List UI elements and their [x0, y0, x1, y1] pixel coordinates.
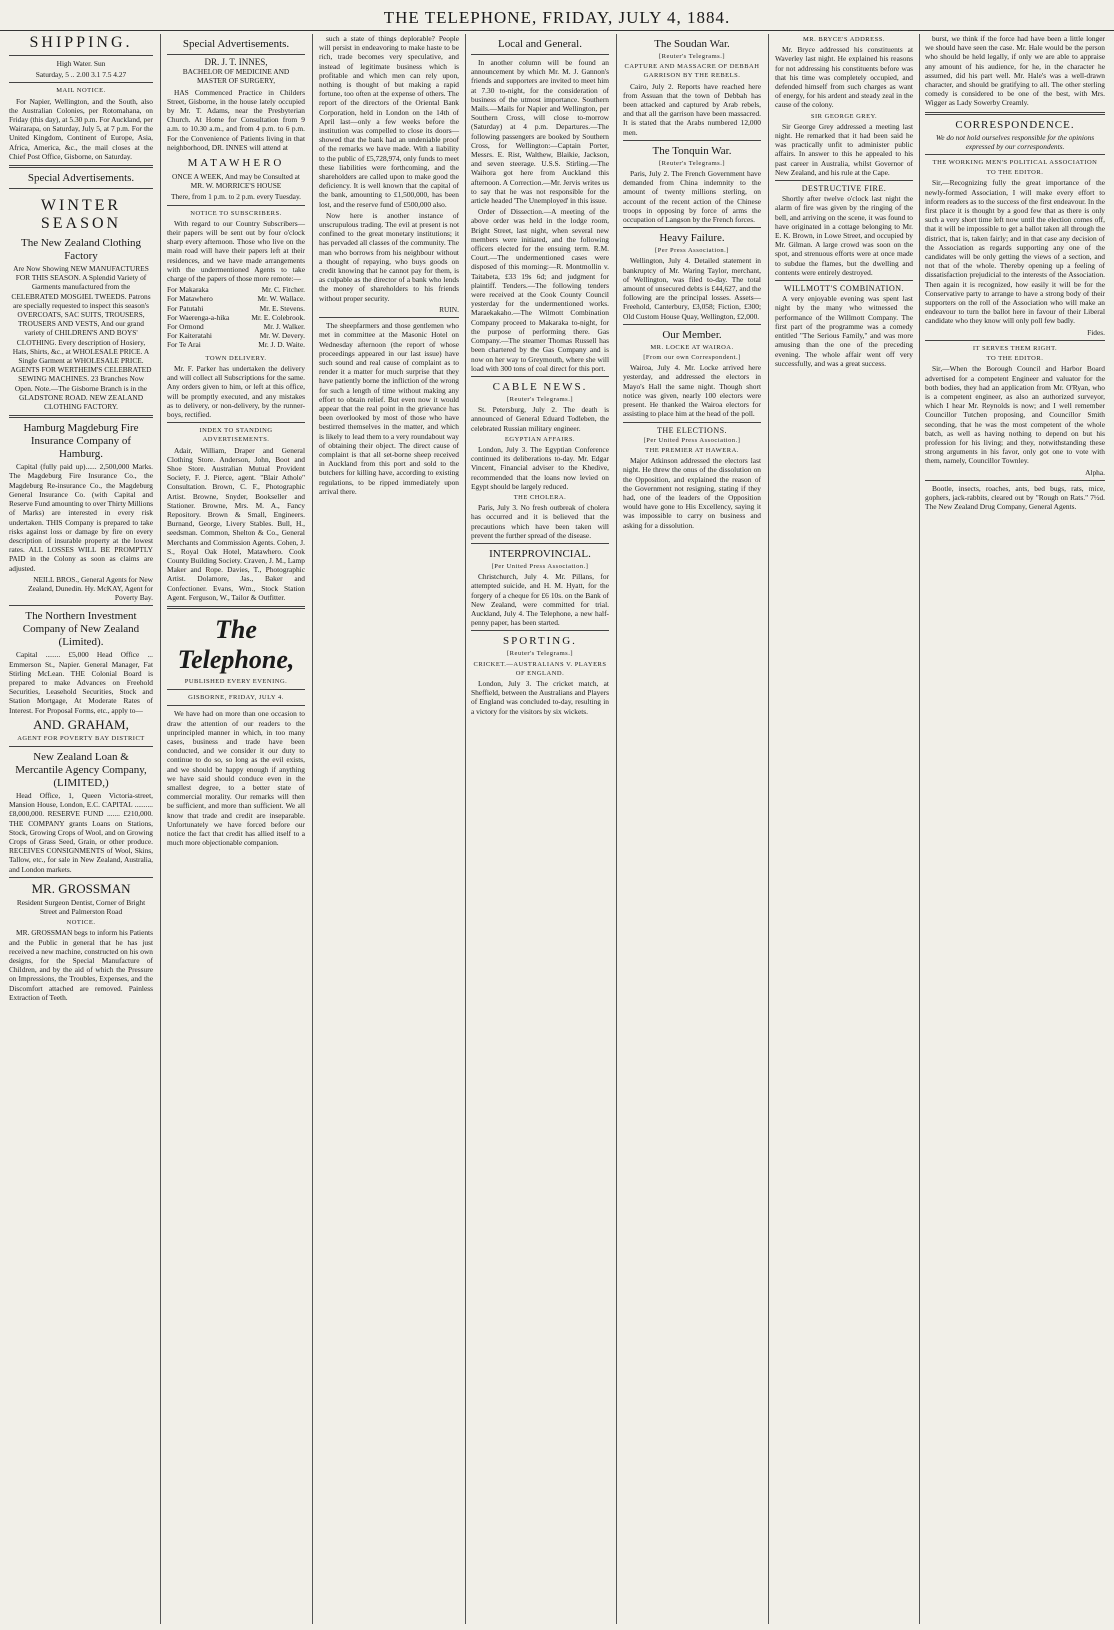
column-1	[4, 34, 158, 1624]
innes-title: DR. J. T. INNES,	[204, 57, 268, 67]
mail-title: MAIL NOTICE.	[56, 87, 106, 95]
masthead: THE TELEPHONE, FRIDAY, JULY 4, 1884.	[0, 6, 1114, 31]
index-title: INDEX TO STANDING ADVERTISEMENTS.	[199, 427, 273, 444]
grey-text: Sir George Grey addressed a meeting last night. He remarked that it had been said he was practically unfit to administer public affairs. In answer to this he appealed to his past career in Australia, whilst Governor of New Zealand, and his rule at the Cape.	[775, 121, 913, 177]
editorial-cont-mid: Now here is another instance of unscrupulous trading. The evil at present is not confined to the great monetary institutions; it has pervaded all classes of the community. The man who borrows from his neighbour without a thought of repaying, who buys goods on credit knowing that he cannot pay for them, is as culpable as the director of a bank who lends the money of shareholders to his friends without proper security.	[319, 210, 459, 303]
wpa-title: THE WORKING MEN'S POLITICAL ASSOCIATION	[932, 159, 1098, 167]
tonquin-text: Paris, July 2. The French Government have demanded from China indemnity to the amount of twenty millions sterling, on account of the recent action of the Chinese troops in opposing by force of arms the occupation of Langson by the French forces.	[623, 169, 761, 225]
editorial-text: We have had on more than one occasion to draw the attention of our readers to the unprincipled manner in which, in too many cases, business and trade have been conducted, and we consider it our duty to continue to do so, so long as the evil exists, and we should be happy enough if anything we have said should conduce even in the smallest degree, to a better state of commercial morality. Our remarks will then be sufficient, and more than sufficient. We all know that trade and credit are inseparable. Unfortunately we have forced before our notice the fact that credit has allied itself to a much more objectionable companion.	[167, 709, 305, 848]
hamburg-body: Capital (fully paid up)...... 2,500,000 Marks. The Magdeburg Fire Insurance Co., the Magdeburg Re-insurance Co., the Magdeburg General Insurance Co. (with Capital and Reserve Fund amounting to over Thirty Millions of Marks) are interested in every risk undertaken. THIS Company is prepared to take risks against loss or damage by fire on every description of insurable property at the lowest rates. ALL LOSSES WILL BE PROMPTLY PAID in the Colony as soon as claims are adjusted.	[9, 462, 153, 573]
tide-header: High Water. Sun	[56, 59, 106, 68]
willmott-text: A very enjoyable evening was spent last night by the many who witnessed the performance of the Willmott Company. The first part of the programme was a comedy entitled "The Serious Family," and was more amusing than the one of the preceding evening. The whole affair went off very successfully, and was a great success.	[775, 294, 913, 368]
egypt-title: EGYPTIAN AFFAIRS.	[504, 435, 576, 443]
elections-title: THE ELECTIONS.	[656, 425, 728, 435]
paper-sub: PUBLISHED EVERY EVENING.	[184, 677, 288, 685]
column-3	[314, 34, 464, 1624]
serves-to: TO THE EDITOR.	[986, 355, 1044, 363]
northern-body: Capital ........ £5,000 Head Office ... Emmerson St., Napier. General Manager, Fat Stirling McLean. THE Colonial Board is prepared to make Advances on Freehold Securities, Leasehold Securities, Stock and Station Mortgage, At Moderate Rates of Interest. For Proposal Forms, etc., apply to—	[9, 650, 153, 715]
cholera-title: THE CHOLERA.	[513, 493, 567, 501]
soudan-head: CAPTURE AND MASSACRE OF DEBBAH GARRISON BY THE REBELS.	[624, 63, 760, 80]
fire-title: DESTRUCTIVE FIRE.	[801, 184, 887, 194]
serves-text: Sir,—When the Borough Council and Harbor Board advertised for a competent Engineer and valuator for the both bodies, they had an application from Mr. O'Ryan, who is a competent engineer, as also an authorized surveyor, which I hear Mr. Reynolds is now; and I well remember Councillor Tutchen proposing, and Councillor Smith seconding, that he was the most competent of the whole batch, as well as having nothing to depend on but his profession for his living; and they, notwithstanding these strong arguments in his favor, only got one to vote with them, namely, Councillor Townley.	[925, 364, 1105, 466]
cable-text: St. Petersburg, July 2. The death is announced of General Eduard Todleben, the celebrated Russian military engineer.	[471, 405, 609, 433]
paper-title: The Telephone,	[177, 614, 295, 674]
matawhero-time: There, from 1 p.m. to 2 p.m. every Tuesday.	[170, 192, 302, 202]
nzcf-body: Are Now Showing NEW MANUFACTURES FOR THIS SEASON. A Splendid Variety of Garments manufactured from the CELEBRATED MOSGIEL TWEEDS. Patrons are specially requested to inspect this season's OVERCOATS, SAC SUITS, TROUSERS, TROUSERS AND VESTS, And our grand variety of CHILDREN'S AND BOYS' CLOTHING. Every description of Hosiery, Hats, Shirts, &c., at WHOLESALE PRICE. A Single Garment at WHOLESALE PRICE. AGENTS FOR WERTHEIM'S CELEBRATED SEWING MACHINES. 23 Branches Now Open. Note.—The Gisborne Branch is in the GLADSTONE ROAD. NEW ZEALAND CLOTHING FACTORY.	[10, 264, 152, 412]
nzloan-body: Head Office, 1, Queen Victoria-street, Mansion House, London, E.C. CAPITAL .......... £8,000,000. RESERVE FUND ....... £210,000. THE COMPANY grants Loans on Stations, Stock, Growing Crops of Wool, and on Growing Crops of Grass Seed, Grain, or other produce. RECEIVES CONSIGNMENTS of Wool, Skins, Tallow, etc., for sale in New Zealand, Australia, and London markets.	[9, 790, 153, 874]
footer-text: Bootle, insects, roaches, ants, bed bugs, rats, mice, gophers, jack-rabbits, cleared out by "Rough on Rats." 7½d. The New Zealand Drug Company, General Agents.	[925, 483, 1105, 512]
serves-title: IT SERVES THEM RIGHT.	[972, 344, 1058, 352]
soudan-text: Cairo, July 2. Reports have reached here from Assuan that the town of Debbah has been attacked and captured by Arab rebels, and that all the garrison have been massacred. It is stated that the Arabs numbered 12,000 men.	[623, 81, 761, 137]
shipping-title: SHIPPING.	[29, 34, 133, 51]
serves-sign: Alpha.	[1085, 467, 1105, 477]
northern-title: The Northern Investment Company of New Zealand (Limited).	[22, 610, 140, 649]
matawhero: MATAWHERO	[187, 157, 285, 170]
column-2	[162, 34, 310, 1624]
index-body: Adair, William, Draper and General Clothing Store. Anderson, John, Boot and Shoe Store. Australian Mutual Provident Society, F. J. Pierce, agent. "Blair Athole" Consultation. Brown, C. F., Photographic Artist. Browne, Snyder, Bookseller and Stationer. Browne, Mrs. M. A., Fancy Repository. Brown & Small, Engineers. Burnand, George, Livery Stables. Bull, H., seedsman. Common, Shelton & Co., General Merchants and Commission Agents. Cohen, J. S., Royal Oak Hotel, Matawhero. Cook County Building Society. Craven, J. M., Lamp Maker and Rope. Davies, T., Photographic Artist. Dolamore, Jas., Baker and Confectioner. Evans, Wm., Stock Station Agent. Ferguson, W., Tailor & Outfitter.	[167, 445, 305, 602]
local-text: In another column will be found an announcement by which Mr. M. J. Gannon's friends and supporters are invited to meet him at 7.30 to-night, for the consideration of business of the utmost importance. Southern Mails.—Mails for Napier and Wellington, per Southern Cross, will close to-morrow (Saturday) at 4 p.m. Departures.—The following passengers are booked by Southern Cross, for Wellington:—Captain Porter, Messrs. E. Rist, Walthew, Blaikie, Jackson, and seven steerage. U.S.S. Stirling.—The Waihora got here from Auckland this afternoon. A Correction.—Mr. Jervis writes us to say that he was not responsible for the article headed 'The Unemployed' in this issue.	[471, 58, 609, 206]
member-head: MR. LOCKE AT WAIROA.	[650, 343, 734, 351]
agent-row: For Kaiteratahi Mr. W. Devery.	[167, 331, 305, 341]
premier-text: Major Atkinson addressed the electors last night. He threw the onus of the dissolution on the Opposition, and explained the reason of the Government not resigning, stating if they had, one of the leaders of the Opposition would have gone to His Excellency, saying it was impossible to carry on business and asking for a dissolution.	[623, 456, 761, 530]
hamburg-title: Hamburg Magdeburg Fire Insurance Company of Hamburg.	[23, 422, 139, 461]
editorial-cont-top: such a state of things deplorable? People will persist in endeavoring to make haste to be rich, trade becomes very speculative, and instead of legitimate business which is profitable and which men can rely upon, nothing is thought of but making a rapid fortune, too often at the expense of others. The report of the directors of the Oriental Bank Corporation, held in London on the 14th of April last—only a few weeks before the institution was compelled to close its doors—showed that the bank had an undeniable proof of the remarks we have made. With a liability to the public of £5,728,974, only funds to meet these liabilities were forthcoming, and the shareholders are called upon to make good the deficiency. It is well known that the capital of the bank, amounting to £1,500,000, has been lost, and the reserve fund of £500,000 also.	[319, 34, 459, 209]
winter-season: WINTER SEASON	[40, 197, 122, 233]
sport-text: London, July 3. The cricket match, at Sheffield, between the Australians and Players of England was concluded to-day, resulting in a victory for the visitors by six wickets.	[471, 678, 609, 716]
graham-sub: AGENT FOR POVERTY BAY DISTRICT	[17, 734, 145, 742]
column-5	[618, 34, 766, 1624]
tonquin-title: The Tonquin War.	[652, 144, 732, 157]
elections-sub: [Per United Press Association.]	[643, 436, 741, 444]
notice-subs-body: With regard to our Country Subscribers—their papers will be sent out by four o'clock sharp every afternoon. Those who live on the main road will have their papers left at their residences, and we have made arrangements with the undermentioned Agents to take charge of the papers of those more remote:—	[167, 218, 305, 284]
paper-date: GISBORNE, FRIDAY, JULY 4.	[188, 694, 284, 702]
cable-sub: [Reuter's Telegrams.]	[507, 395, 573, 403]
inter-sub: [Per United Press Association.]	[491, 562, 589, 570]
sport-sub: [Reuter's Telegrams.]	[507, 650, 573, 658]
agent-row: For Patutahi Mr. E. Stevens.	[167, 303, 305, 313]
hamburg-agent: NEILL BROS., General Agents for New Zealand, Dunedin. Hy. McKAY, Agent for Poverty Bay.	[28, 574, 153, 603]
corr-note: We do not hold ourselves responsible for the opinions expressed by our correspondents.	[935, 132, 1095, 151]
inter-text: Christchurch, July 4. Mr. Pillans, for attempted suicide, and H. M. Hyatt, for the forgery of a cheque for £6 10s. on the Bank of New Zealand, were committed for trial. Auckland, July 4. The Telephone, a new half-penny paper, has been started.	[471, 572, 609, 628]
soudan-sub: [Reuter's Telegrams.]	[659, 53, 725, 60]
fire-text: Shortly after twelve o'clock last night the alarm of fire was given by the ringing of the bell, and arriving on the scene, it was found to have originated in a cottage belonging to Mr. E. K. Brown, in Lowe Street, and occupied by Mr. Gilman. A large crowd was soon on the spot, and strenuous efforts were at once made to subdue the flames, but the dwelling and contents were entirely destroyed.	[775, 194, 913, 277]
column-6	[770, 34, 918, 1624]
town-delivery-title: TOWN DELIVERY.	[205, 354, 267, 362]
soudan-title: The Soudan War.	[654, 38, 730, 50]
graham-name: AND. GRAHAM,	[33, 716, 129, 732]
ruin-sign: RUIN.	[439, 304, 459, 314]
sport-title: SPORTING.	[503, 635, 577, 648]
special-ads-title: Special Advertisements.	[27, 172, 135, 185]
town-delivery-body: Mr. F. Parker has undertaken the delivery and will collect all Subscriptions for the same. Any orders given to him, or left at this office, will be promptly executed, and any mistakes as to delivery, or non-delivery, by the runner-boys, rectified.	[167, 363, 305, 419]
sport-head: CRICKET.—AUSTRALIANS V. PLAYERS OF ENGLAND.	[473, 660, 607, 677]
grossman-notice: NOTICE.	[66, 919, 96, 927]
failure-sub: [Per Press Association.]	[655, 247, 729, 255]
member-text: Wairoa, July 4. Mr. Locke arrived here yesterday, and addressed the electors in Mayo's Hall the same night. Though short notice was given, nearly 100 electors were present. He thanked the Wairoa electors for assisting to place him at the head of the poll.	[623, 363, 761, 419]
local-text-2: Order of Dissection.—A meeting of the above order was held in the lodge room, Bright Street, last night, when several new members were initiated, and the following officers elected for the ensuing term. R.M. Court.—The undermentioned cases were disposed of this morning:—R. Montmollin v. Taitabeta, £33 19s 6d; and judgment for plaintiff. Tenders.—The following tenders were received at the Cook County Council yesterday for the undermentioned works. Maraekakaho.—The Wilmott Combination Company proceed to Makaraka to-night, for the purpose of performing there. Gas Company.—The steamer Thomas Russell has been chartered by the Gas Company and is now on her way to Greymouth, where she will load with 300 tons of coal direct for this port.	[471, 207, 609, 373]
agent-row: For Waerenga-a-hika Mr. E. Colebrook.	[167, 312, 305, 322]
cable-title: CABLE NEWS.	[492, 380, 588, 393]
local-title: Local and General.	[498, 38, 582, 50]
agent-row: For Matawhero Mr. W. Wallace.	[167, 294, 305, 304]
agent-row: For Te Arai Mr. J. D. Waite.	[167, 340, 305, 350]
agent-row: For Makaraka Mr. C. Fitcher.	[167, 285, 305, 295]
special-ads-title-2: Special Advertisements.	[182, 38, 290, 50]
grossman-body: MR. GROSSMAN begs to inform his Patients and the Public in general that he has just received a new machine, constructed on his own designs, for the Special Manufacture of Children, and by the aid of which the Pressure on Impressions, the Troubles, Expenses, and the Discomfort attached are removed. Painless Extraction of Teeth.	[9, 928, 153, 1002]
cholera-text: Paris, July 3. No fresh outbreak of cholera has occurred and it is believed that the precautions which have been taken will prevent the further spread of the disease.	[471, 503, 609, 540]
wpa-text: Sir,—Recognizing fully the great importance of the newly-formed Association, I will make every effort to inform readers as to the success of the first endeavour. In the first place it is thought by a good few that as there is only such a very short time left now until the election comes off, that it will be impossible to get a ballot taken all through the district, that is, taken fairly; and in that case any decision of the Association as regards supporting any one of the candidates will be only getting the views of a section, and not that of the whole. Thereby opening up a feeling of dissatisfaction prejudicial to the interests of the Association. Then again it is recognized, how easily it will be for the Conservative party to arrange to have a strong body of their supporters on the roll of the Association who will make an endeavour to turn the ballot here in favour of their Liberal candidate who they know will only poll few badly.	[925, 178, 1105, 326]
bryce-text: Mr. Bryce addressed his constituents at Waverley last night. He explained his reasons for not addressing his constituents before was that his time was completely occupied, and defended himself from such charges as want of energy, for his ardent and steady zeal in the cause of the colony.	[775, 45, 913, 110]
nzloan-title: New Zealand Loan & Mercantile Agency Company, (LIMITED,)	[15, 750, 147, 789]
grey-head: SIR GEORGE GREY.	[810, 112, 878, 120]
tonquin-sub: [Reuter's Telegrams.]	[659, 159, 725, 167]
inter-title: INTERPROVINCIAL.	[489, 547, 591, 560]
mail-text: For Napier, Wellington, and the South, also the Australian Colonies, per Rotomahana, on Friday (this day), at 5.30 p.m. For Auckland, per Wairarapa, on Saturday, July 5, at 7 p.m. For the United Kingdom, Continent of Europe, Asia, Africa, America, &c., the mail closes at the Chief Post Office, Gisborne, on Saturday.	[9, 96, 153, 161]
agent-row: For Ormond Mr. J. Walker.	[167, 322, 305, 332]
wpa-to: TO THE EDITOR.	[986, 169, 1044, 177]
member-sub: [From our own Correspondent.]	[643, 354, 741, 362]
nzcf-title: The New Zealand Clothing Factory	[20, 237, 142, 263]
innes-sub: BACHELOR OF MEDICINE AND MASTER OF SURGERY,	[182, 67, 290, 86]
grossman-title: MR. GROSSMAN	[31, 880, 131, 896]
innes-body: HAS Commenced Practice in Childers Street, Gisborne, in the house lately occupied by Mr. T. Adams, near the Presbyterian Church. At Home for Consultation from 9 a.m. to 10.30 a.m., and from 4 p.m. to 6 p.m. For the Convenience of Patients living in that neighborhood, DR. INNES will attend at	[167, 87, 305, 152]
grossman-sub: Resident Surgeon Dentist, Corner of Bright Street and Palmerston Road	[16, 897, 146, 916]
corr-title: CORRESPONDENCE.	[955, 118, 1075, 131]
member-title: Our Member.	[662, 328, 722, 341]
bryce-head: MR. BRYCE'S ADDRESS.	[803, 36, 885, 43]
notice-subs-title: NOTICE TO SUBSCRIBERS.	[190, 209, 282, 217]
egypt-text: London, July 3. The Egyptian Conference continued its deliberations to-day. Mr. Edgar Vincent, Financial adviser to the Khedive, recommended that the loans now levied on Egypt should be largely reduced.	[471, 444, 609, 491]
willmott-title: WILLMOTT'S COMBINATION.	[783, 284, 905, 294]
column-4	[466, 34, 614, 1624]
failure-title: Heavy Failure.	[659, 232, 725, 245]
premier-head: THE PREMIER AT HAWERA.	[645, 446, 739, 454]
willmott-cont: burst, we think if the force had have been a little longer we should have seen the case. Mr. Hale would be the person who should be held legally, if only we are able to appraise any amount of his audience, for he, in the character he assumed, did his part well. Mr. Hale's was a well-drawn character, and should be gratifying to all. The other sterling comedy is considered to be one of the best, with Mrs. Wigger as Lady Sowerby Creamly.	[925, 34, 1105, 108]
agent-list	[167, 285, 305, 349]
column-7	[920, 34, 1110, 1624]
sheepfarmers-text: The sheepfarmers and those gentlemen who met in committee at the Masonic Hotel on Wednesday afternoon (the report of whose proceedings appeared in our last issue) have such sound and real cause of complaint as to render it a matter for much surprise that they have patiently borne the infliction of the wrong for such a length of time without making any effort to obtain relief. But even now it would appear that the real point in the grievance has been overlooked by most of those who have bestirred themselves in the matter, and which is likely to lead them to a very roundabout way of obtaining their object. The direct cause of complaint is that all set-borne sheep received in Auckland from this port and sold to the butchers for killing have, according to existing regulations, to be ripped immediately upon arrival there.	[319, 321, 459, 496]
matawhero-sub: ONCE A WEEK, And may be Consulted at MR. W. MORRICE'S HOUSE	[172, 172, 300, 191]
wpa-sign: Fides.	[1087, 327, 1105, 337]
failure-text: Wellington, July 4. Detailed statement in bankruptcy of Mr. Waring Taylor, merchant, of Wellington, was filed to-day. The total amount of unsecured debts is £44,627, and the following are the principal losses. Assets—Freehold, Canterbury, £3,058; Fiction, £300; Old Custom House Quay, Wellington, £2,000.	[623, 256, 761, 321]
tide-row: Saturday, 5 .. 2.00 3.1 7.5 4.27	[35, 70, 127, 80]
